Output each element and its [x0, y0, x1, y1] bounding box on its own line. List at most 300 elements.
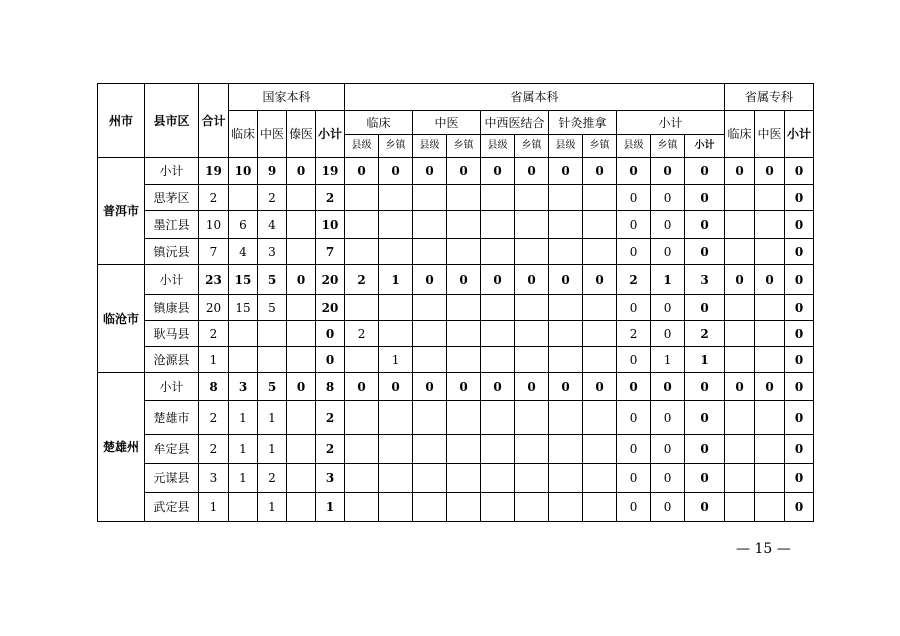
- table-cell: 0: [617, 435, 651, 464]
- table-cell: 0: [379, 158, 413, 185]
- header-township: 乡镇: [651, 135, 685, 158]
- table-cell: [549, 493, 583, 522]
- table-cell: 20: [199, 295, 229, 321]
- enrollment-table-container: [97, 83, 814, 522]
- table-cell: 0: [785, 373, 814, 401]
- county-name: 楚雄市: [145, 401, 199, 435]
- table-cell: [287, 435, 316, 464]
- table-cell: 1: [651, 265, 685, 295]
- table-cell: 2: [316, 435, 345, 464]
- table-cell: [345, 347, 379, 373]
- table-cell: 0: [651, 185, 685, 211]
- table-cell: [447, 493, 481, 522]
- table-cell: 0: [447, 373, 481, 401]
- header-prov-subtotal-sum: 小计: [685, 135, 725, 158]
- table-cell: 2: [258, 464, 287, 493]
- table-cell: [755, 211, 785, 239]
- table-cell: [447, 464, 481, 493]
- table-cell: 5: [258, 295, 287, 321]
- table-cell: 5: [258, 373, 287, 401]
- table-cell: 2: [199, 435, 229, 464]
- table-cell: 0: [651, 493, 685, 522]
- header-national-undergrad: 国家本科: [229, 84, 345, 111]
- table-cell: 5: [258, 265, 287, 295]
- table-cell: 1: [229, 464, 258, 493]
- table-cell: 0: [785, 239, 814, 265]
- table-cell: 20: [316, 265, 345, 295]
- table-cell: [515, 493, 549, 522]
- county-name: 耿马县: [145, 321, 199, 347]
- table-cell: 0: [785, 435, 814, 464]
- table-cell: [515, 347, 549, 373]
- table-cell: 0: [549, 158, 583, 185]
- table-cell: [583, 295, 617, 321]
- table-cell: [447, 347, 481, 373]
- table-cell: 0: [685, 464, 725, 493]
- table-cell: 2: [316, 401, 345, 435]
- table-cell: [549, 321, 583, 347]
- table-cell: [379, 211, 413, 239]
- table-cell: [287, 211, 316, 239]
- county-name: 镇康县: [145, 295, 199, 321]
- table-cell: [229, 185, 258, 211]
- table-cell: [725, 464, 755, 493]
- table-cell: [549, 464, 583, 493]
- table-cell: [515, 464, 549, 493]
- table-cell: 20: [316, 295, 345, 321]
- table-cell: 0: [785, 211, 814, 239]
- table-cell: 2: [345, 265, 379, 295]
- table-cell: 0: [785, 321, 814, 347]
- table-cell: 0: [685, 493, 725, 522]
- table-cell: [229, 347, 258, 373]
- table-cell: [755, 239, 785, 265]
- table-cell: [755, 295, 785, 321]
- table-cell: 0: [413, 265, 447, 295]
- table-cell: [583, 239, 617, 265]
- county-name: 元谋县: [145, 464, 199, 493]
- table-cell: 1: [379, 347, 413, 373]
- table-cell: [287, 185, 316, 211]
- table-cell: 0: [481, 265, 515, 295]
- table-cell: 2: [199, 401, 229, 435]
- table-cell: [549, 347, 583, 373]
- table-cell: [583, 464, 617, 493]
- table-cell: [515, 321, 549, 347]
- table-cell: [287, 321, 316, 347]
- table-cell: [515, 185, 549, 211]
- table-cell: 0: [651, 239, 685, 265]
- table-cell: 0: [725, 373, 755, 401]
- table-cell: [413, 464, 447, 493]
- header-col-clinical: 临床: [725, 111, 755, 158]
- table-cell: 0: [617, 185, 651, 211]
- header-nat-tcm: 中医: [258, 111, 287, 158]
- table-cell: [413, 295, 447, 321]
- table-cell: [447, 185, 481, 211]
- table-row: [98, 493, 814, 522]
- header-total: 合计: [199, 84, 229, 158]
- header-township: 乡镇: [447, 135, 481, 158]
- table-cell: 0: [785, 185, 814, 211]
- table-cell: 0: [685, 295, 725, 321]
- table-cell: [725, 321, 755, 347]
- table-cell: [229, 493, 258, 522]
- table-cell: 8: [316, 373, 345, 401]
- table-row: [98, 464, 814, 493]
- header-county-level: 县级: [549, 135, 583, 158]
- table-cell: [345, 464, 379, 493]
- table-cell: [481, 185, 515, 211]
- table-cell: [481, 464, 515, 493]
- table-row: [98, 295, 814, 321]
- table-cell: 1: [199, 347, 229, 373]
- table-cell: 0: [316, 321, 345, 347]
- table-cell: [583, 321, 617, 347]
- table-cell: [549, 239, 583, 265]
- table-cell: [379, 185, 413, 211]
- table-cell: 7: [199, 239, 229, 265]
- subtotal-label: 小计: [145, 373, 199, 401]
- header-city: 州市: [98, 84, 145, 158]
- table-row: [98, 239, 814, 265]
- table-cell: [481, 347, 515, 373]
- table-cell: [258, 347, 287, 373]
- table-cell: [229, 321, 258, 347]
- table-cell: [755, 401, 785, 435]
- table-cell: [481, 295, 515, 321]
- table-cell: [481, 435, 515, 464]
- table-cell: [379, 295, 413, 321]
- table-row: [98, 347, 814, 373]
- table-cell: [379, 239, 413, 265]
- table-cell: [481, 401, 515, 435]
- table-cell: 0: [785, 295, 814, 321]
- table-cell: 2: [199, 185, 229, 211]
- table-cell: [447, 321, 481, 347]
- table-cell: [287, 493, 316, 522]
- table-cell: [755, 321, 785, 347]
- table-cell: 10: [316, 211, 345, 239]
- table-cell: [725, 295, 755, 321]
- table-cell: 0: [685, 401, 725, 435]
- enrollment-table: [97, 83, 814, 522]
- table-cell: 2: [617, 265, 651, 295]
- table-row: [98, 158, 814, 185]
- table-row: [98, 401, 814, 435]
- table-cell: 0: [287, 158, 316, 185]
- table-row: [98, 265, 814, 295]
- table-cell: [755, 464, 785, 493]
- table-cell: [515, 401, 549, 435]
- county-name: 镇沅县: [145, 239, 199, 265]
- table-cell: [447, 401, 481, 435]
- table-cell: [258, 321, 287, 347]
- table-cell: 0: [583, 265, 617, 295]
- table-cell: 0: [617, 373, 651, 401]
- table-cell: 0: [549, 265, 583, 295]
- table-cell: [379, 401, 413, 435]
- page-number: — 15 —: [736, 541, 791, 557]
- table-cell: 0: [725, 158, 755, 185]
- table-cell: [345, 239, 379, 265]
- table-cell: [755, 435, 785, 464]
- table-cell: 0: [345, 373, 379, 401]
- table-cell: [549, 401, 583, 435]
- table-cell: 0: [785, 265, 814, 295]
- table-cell: [413, 435, 447, 464]
- table-cell: [447, 211, 481, 239]
- county-name: 牟定县: [145, 435, 199, 464]
- table-cell: [549, 435, 583, 464]
- table-cell: [287, 464, 316, 493]
- table-cell: [725, 211, 755, 239]
- table-cell: [755, 347, 785, 373]
- header-township: 乡镇: [583, 135, 617, 158]
- header-county-level: 县级: [481, 135, 515, 158]
- table-cell: [413, 401, 447, 435]
- table-cell: 0: [549, 373, 583, 401]
- table-cell: 2: [258, 185, 287, 211]
- table-cell: [379, 493, 413, 522]
- table-cell: [481, 211, 515, 239]
- table-cell: [725, 435, 755, 464]
- table-cell: [515, 211, 549, 239]
- table-cell: [379, 321, 413, 347]
- city-name: 楚雄州: [98, 373, 145, 522]
- table-cell: 3: [258, 239, 287, 265]
- table-cell: 1: [229, 401, 258, 435]
- table-cell: 0: [651, 158, 685, 185]
- table-cell: [481, 493, 515, 522]
- table-cell: [725, 185, 755, 211]
- table-cell: 0: [685, 435, 725, 464]
- table-cell: 4: [229, 239, 258, 265]
- table-cell: 1: [685, 347, 725, 373]
- table-cell: [413, 185, 447, 211]
- table-cell: [287, 401, 316, 435]
- subtotal-label: 小计: [145, 158, 199, 185]
- header-prov-tcm-western: 中西医结合: [481, 111, 549, 135]
- table-cell: 0: [413, 373, 447, 401]
- table-cell: 1: [258, 435, 287, 464]
- table-cell: 7: [316, 239, 345, 265]
- table-cell: [413, 211, 447, 239]
- table-cell: 0: [785, 493, 814, 522]
- table-cell: [447, 239, 481, 265]
- table-cell: 0: [651, 435, 685, 464]
- table-cell: 0: [685, 239, 725, 265]
- city-name: 普洱市: [98, 158, 145, 265]
- table-cell: 0: [617, 464, 651, 493]
- header-provincial-undergrad: 省属本科: [345, 84, 725, 111]
- table-cell: 10: [199, 211, 229, 239]
- table-cell: [379, 435, 413, 464]
- table-cell: 0: [287, 265, 316, 295]
- table-cell: [583, 435, 617, 464]
- table-cell: 0: [447, 158, 481, 185]
- table-cell: [549, 185, 583, 211]
- table-cell: [755, 493, 785, 522]
- header-county: 县市区: [145, 84, 199, 158]
- table-row: [98, 435, 814, 464]
- table-cell: 1: [651, 347, 685, 373]
- table-cell: 19: [199, 158, 229, 185]
- table-cell: [345, 493, 379, 522]
- header-county-level: 县级: [413, 135, 447, 158]
- header-nat-clinical: 临床: [229, 111, 258, 158]
- table-cell: [413, 239, 447, 265]
- table-cell: [725, 401, 755, 435]
- table-cell: 0: [617, 401, 651, 435]
- table-cell: 0: [785, 347, 814, 373]
- table-cell: 0: [755, 373, 785, 401]
- header-prov-subtotal: 小计: [617, 111, 725, 135]
- table-cell: [515, 435, 549, 464]
- table-cell: 0: [447, 265, 481, 295]
- table-cell: [583, 185, 617, 211]
- table-cell: [515, 239, 549, 265]
- table-cell: 0: [345, 158, 379, 185]
- table-cell: [481, 239, 515, 265]
- table-cell: 0: [755, 158, 785, 185]
- table-cell: 15: [229, 295, 258, 321]
- table-cell: 0: [515, 373, 549, 401]
- header-prov-tcm: 中医: [413, 111, 481, 135]
- table-cell: 3: [229, 373, 258, 401]
- table-cell: [583, 347, 617, 373]
- table-cell: [287, 347, 316, 373]
- table-cell: 0: [651, 211, 685, 239]
- county-name: 武定县: [145, 493, 199, 522]
- table-cell: [345, 401, 379, 435]
- subtotal-label: 小计: [145, 265, 199, 295]
- table-row: [98, 321, 814, 347]
- table-cell: [583, 401, 617, 435]
- table-cell: [725, 347, 755, 373]
- county-name: 沧源县: [145, 347, 199, 373]
- table-cell: [447, 435, 481, 464]
- table-cell: 1: [316, 493, 345, 522]
- table-cell: 0: [651, 401, 685, 435]
- table-cell: 0: [725, 265, 755, 295]
- table-cell: 0: [515, 158, 549, 185]
- table-cell: 6: [229, 211, 258, 239]
- table-cell: 4: [258, 211, 287, 239]
- table-cell: 8: [199, 373, 229, 401]
- table-cell: 19: [316, 158, 345, 185]
- table-cell: 9: [258, 158, 287, 185]
- table-cell: [725, 239, 755, 265]
- table-cell: 1: [199, 493, 229, 522]
- table-cell: 15: [229, 265, 258, 295]
- header-township: 乡镇: [379, 135, 413, 158]
- header-township: 乡镇: [515, 135, 549, 158]
- header-prov-acupuncture: 针灸推拿: [549, 111, 617, 135]
- table-row: [98, 373, 814, 401]
- county-name: 思茅区: [145, 185, 199, 211]
- table-cell: 2: [685, 321, 725, 347]
- table-cell: 0: [651, 464, 685, 493]
- table-cell: 0: [685, 211, 725, 239]
- table-cell: [583, 493, 617, 522]
- table-cell: 0: [685, 158, 725, 185]
- table-cell: 0: [481, 158, 515, 185]
- table-row: [98, 185, 814, 211]
- table-cell: 0: [755, 265, 785, 295]
- table-cell: 1: [379, 265, 413, 295]
- table-cell: [287, 295, 316, 321]
- table-cell: [345, 435, 379, 464]
- table-cell: 3: [199, 464, 229, 493]
- header-col-subtotal: 小计: [785, 111, 814, 158]
- table-cell: 0: [685, 373, 725, 401]
- table-cell: 0: [617, 239, 651, 265]
- table-cell: [413, 493, 447, 522]
- table-cell: 2: [316, 185, 345, 211]
- table-body: [98, 158, 814, 522]
- table-cell: 0: [316, 347, 345, 373]
- table-cell: 0: [785, 464, 814, 493]
- table-cell: 3: [316, 464, 345, 493]
- table-cell: 10: [229, 158, 258, 185]
- table-cell: 0: [651, 373, 685, 401]
- table-cell: 0: [617, 211, 651, 239]
- table-cell: [481, 321, 515, 347]
- county-name: 墨江县: [145, 211, 199, 239]
- table-cell: 0: [515, 265, 549, 295]
- table-cell: 2: [617, 321, 651, 347]
- table-cell: [345, 295, 379, 321]
- table-cell: 0: [785, 158, 814, 185]
- header-prov-clinical: 临床: [345, 111, 413, 135]
- table-cell: 0: [685, 185, 725, 211]
- table-cell: [379, 464, 413, 493]
- table-cell: 0: [287, 373, 316, 401]
- table-cell: [515, 295, 549, 321]
- table-cell: 0: [617, 295, 651, 321]
- table-cell: 3: [685, 265, 725, 295]
- table-cell: 0: [785, 401, 814, 435]
- table-cell: 2: [345, 321, 379, 347]
- table-cell: 0: [481, 373, 515, 401]
- table-cell: [345, 185, 379, 211]
- header-nat-subtotal: 小计: [316, 111, 345, 158]
- table-cell: [755, 185, 785, 211]
- table-cell: [549, 295, 583, 321]
- table-cell: 0: [583, 158, 617, 185]
- table-cell: [549, 211, 583, 239]
- table-cell: [725, 493, 755, 522]
- table-row: [98, 211, 814, 239]
- table-cell: 1: [258, 401, 287, 435]
- table-cell: 1: [258, 493, 287, 522]
- table-cell: 0: [379, 373, 413, 401]
- table-cell: 23: [199, 265, 229, 295]
- table-cell: 0: [617, 493, 651, 522]
- table-cell: 0: [617, 158, 651, 185]
- table-cell: 0: [413, 158, 447, 185]
- header-col-tcm: 中医: [755, 111, 785, 158]
- table-cell: 0: [617, 347, 651, 373]
- header-nat-dai: 傣医: [287, 111, 316, 158]
- table-cell: 2: [199, 321, 229, 347]
- table-cell: 0: [651, 321, 685, 347]
- header-county-level: 县级: [345, 135, 379, 158]
- header-county-level: 县级: [617, 135, 651, 158]
- table-cell: [413, 321, 447, 347]
- table-cell: [287, 239, 316, 265]
